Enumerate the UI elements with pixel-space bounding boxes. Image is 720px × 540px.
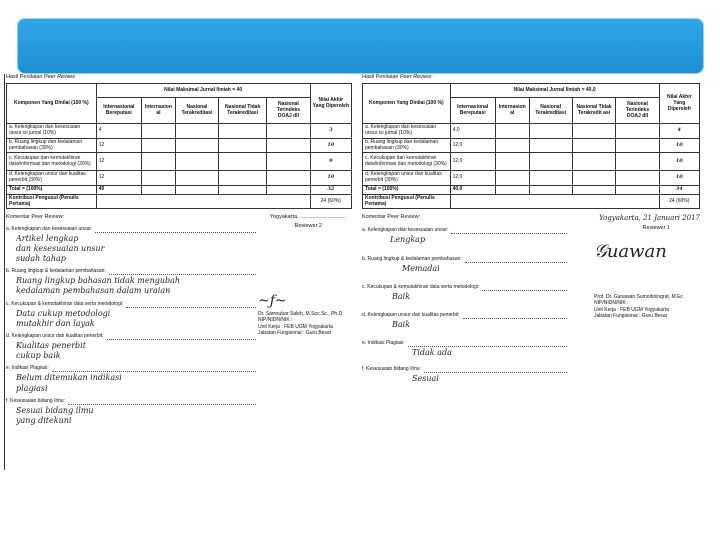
header-col: Internasion al — [495, 98, 529, 124]
review-comments — [362, 214, 700, 383]
handwritten-comment: Memadai — [402, 263, 440, 273]
review-item: c. Kecukupan & kemutakhiran data serta metodologi: — [6, 302, 256, 308]
review-item: f. Kesesuaian bidang Ilmu: — [362, 367, 567, 373]
table-row: Kontribusi Pengusul (Penulis Pertama) 24 (60%) — [7, 194, 352, 209]
score-value: 32 — [310, 185, 351, 194]
signature-icon: 𝒢uawan — [594, 241, 667, 263]
score-value: 10 — [659, 138, 699, 153]
score-value: 9 — [310, 153, 351, 171]
header-col: Internasional Bereputasi — [96, 98, 141, 124]
review-heading: Komentar Peer Review: — [362, 214, 421, 221]
handwritten-comment: Ruang lingkup bahasan tidak mengubah — [16, 276, 181, 286]
right-review-document — [362, 74, 700, 383]
reviewer-label: Reviewer 1 — [642, 225, 670, 232]
header-col: Internasion al — [142, 98, 176, 124]
table-row: b. Ruang lingkup dan kedalaman pembahasan (30%) 12,0 10 — [363, 138, 700, 153]
score-value: 34 — [659, 185, 699, 194]
doc-title: Hasil Penilaian Peer Review — [6, 74, 76, 80]
table-row: Total = (100%) 40 32 — [7, 185, 352, 194]
score-value: 24 (60%) — [659, 194, 699, 209]
title-banner — [17, 18, 704, 74]
review-comments — [6, 214, 352, 425]
table-row: c. Kecukupan dan kemutakhiran data/informasi dan metodologi (30%) 12,0 10 — [363, 153, 700, 171]
review-item: a. Kelengkapan dan kesesuaian unsur: — [6, 227, 256, 233]
score-table — [6, 83, 352, 209]
review-item: b. Ruang lingkup & kedalaman pembahasan: — [6, 269, 256, 275]
score-table — [362, 83, 700, 209]
handwritten-comment: dan kesesuaian unsur — [16, 243, 105, 253]
handwritten-comment: Baik — [392, 291, 411, 301]
left-review-document — [6, 74, 352, 425]
doc-title: Hasil Penilaian Peer Review: — [362, 74, 433, 80]
header-nilai-akhir: Nilai Akhir Yang Diperoleh — [659, 84, 699, 124]
review-item: d. Kelengkapan unsur dan kualitas penerbit: — [362, 313, 567, 319]
handwritten-comment: mutakhir dan layak — [16, 318, 95, 328]
header-nilai-maks: Nilai Maksimal Jurnal Ilmiah = 40,0 — [450, 84, 659, 98]
page-rule — [4, 74, 5, 470]
score-value: 10 — [310, 138, 351, 153]
score-value: 10 — [310, 171, 351, 186]
review-place: Yogyakarta, .............................. — [269, 214, 346, 221]
header-col: Nasional Terakreditasi — [529, 98, 572, 124]
score-value: 4 — [659, 124, 699, 139]
review-item: a. Kelengkapan dan kesesuaian unsur: — [362, 228, 567, 234]
handwritten-comment: cukup baik — [16, 351, 61, 361]
table-row: Kontribusi Pengusul (Penulis Pertama) 24 (60%) — [363, 194, 700, 209]
header-col: Nasional Terakreditasi — [175, 98, 218, 124]
table-row: d. Kelengkapan unsur dan kualitas penerbit (30%) 12 10 — [7, 171, 352, 186]
signature-block: ~ƒ~ Dr. Samsubar Saleh, M.Soc.Sc., Ph.D NIP/NIDN/NIK : Unit Kerja : FEB UGM Yogyakarta Jabatan Fungsional : Guru Besar — [258, 292, 350, 336]
score-value: 24 (60%) — [310, 194, 351, 209]
header-col: Nasional Terindeks DOAJ dll — [616, 98, 659, 124]
handwritten-comment: Belum ditemukan indikasi — [16, 373, 122, 383]
header-col: Nasional Tidak Terakredit asi — [572, 98, 616, 124]
handwritten-comment: kedalaman pembahasan dalam uraian — [16, 286, 171, 296]
review-heading: Komentar Peer Review: — [6, 214, 65, 221]
score-value: 3 — [310, 124, 351, 139]
review-item: f. Kesesuaian bidang Ilmu: — [6, 399, 256, 405]
handwritten-comment: Sesuai — [412, 374, 439, 384]
review-item: b. Ruang lingkup & kedalaman pembahasan: — [362, 257, 567, 263]
header-col: Nasional Terindeks DOAJ dll — [267, 98, 310, 124]
signature-icon: ~ƒ~ — [258, 293, 287, 310]
table-row: Total = (100%) 40,0 34 — [363, 185, 700, 194]
handwritten-comment: Artikel lengkap — [16, 233, 79, 243]
handwritten-comment: Tidak ada — [412, 348, 452, 358]
handwritten-comment: Sesuai bidang ilmu — [16, 405, 94, 415]
header-col: Internasional Bereputasi — [450, 98, 495, 124]
review-item: e. Indikasi Plagiasi: — [6, 366, 256, 372]
handwritten-comment: plagiasi — [16, 383, 48, 393]
handwritten-comment: Lengkap — [390, 235, 426, 245]
header-komponen: Komponen Yang Dinilai (100 %) — [7, 84, 97, 124]
header-nilai-akhir: Nilai Akhir Yang Diperoleh — [310, 84, 351, 124]
handwritten-comment: Kualitas penerbit — [16, 340, 86, 350]
table-row: d. Kelengkapan unsur dan kualitas penerbit (30%) 12,0 10 — [363, 171, 700, 186]
handwritten-comment: Data cukup metodologi — [16, 308, 111, 318]
header-nilai-maks: Nilai Maksimal Jurnal Ilmiah = 40 — [96, 84, 310, 98]
table-row: b. Ruang lingkup dan kedalaman pembahasan (30%) 12 10 — [7, 138, 352, 153]
review-place: Yogyakarta, 21 Januari 2017 — [599, 214, 700, 223]
handwritten-comment: yang ditekuni — [16, 415, 72, 425]
review-item: d. Kelengkapan unsur dan kualitas penerbit: — [6, 334, 256, 340]
score-value: 10 — [659, 153, 699, 171]
header-komponen: Komponen Yang Dinilai (100 %) — [363, 84, 451, 124]
reviewer-label: Reviewer 2 — [294, 223, 322, 230]
table-row: a. Kelengkapan dan kesesuaian unsur isi jurnal (10%) 4,0 4 — [363, 124, 700, 139]
handwritten-comment: Baik — [392, 319, 411, 329]
review-item: c. Kecukupan & kemutakhiran data serta metodologi: — [362, 285, 567, 291]
handwritten-comment: sudah tahap — [16, 254, 66, 263]
header-col: Nasional Tidak Terakreditasi — [219, 98, 267, 124]
table-row: c. Kecukupan dan kemutakhiran data/informasi dan metodologi (30%) 12 9 — [7, 153, 352, 171]
score-value: 10 — [659, 171, 699, 186]
review-item: e. Indikasi Plagiasi: — [362, 341, 567, 347]
signature-block: 𝒢uawan Prof. Dr. Gunawan Sumodiningrat, M.Ec NIP/NIDN/NIK : Unit Kerja : FEB UGM Yogyakarta Jabatan Fungsional : Guru Besar — [594, 240, 698, 319]
table-row: a. Kelengkapan dan kesesuaian unsur isi jurnal (10%) 4 3 — [7, 124, 352, 139]
